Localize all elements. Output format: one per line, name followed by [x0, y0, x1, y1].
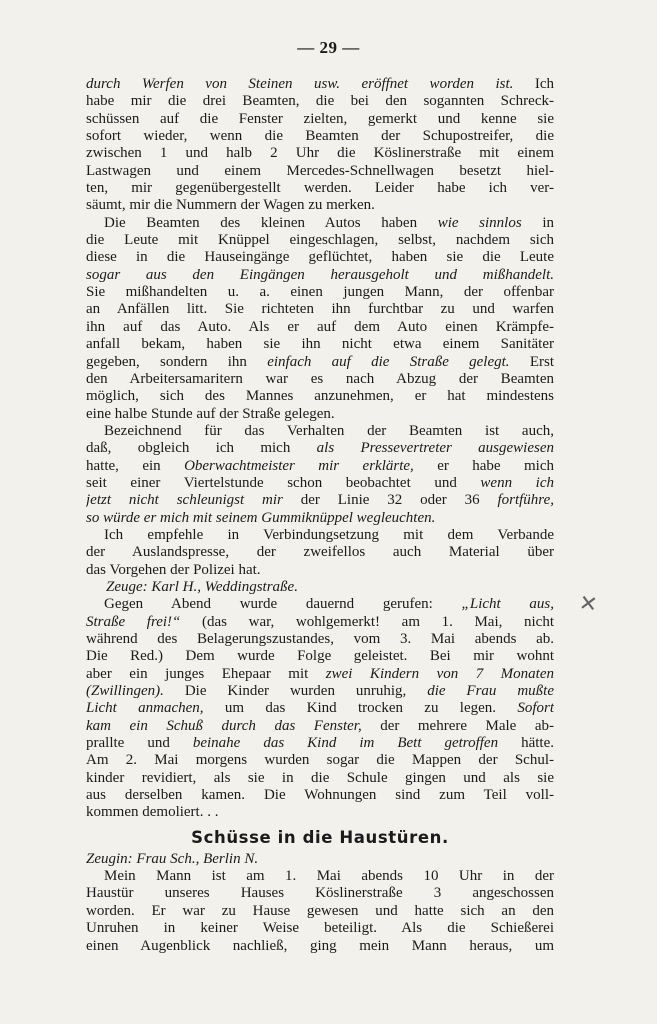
- witness-karl: [86, 579, 554, 596]
- text-line: daß, obgleich ich mich als Pressevertreter ausgewiesen: [86, 440, 554, 457]
- text-line: sogar aus den Eingängen herausgeholt und mißhandelt.: [86, 266, 554, 283]
- text-line: Die Beamten des kleinen Autos haben wie sinnlos in: [104, 214, 554, 231]
- text-line: Ich empfehle in Verbindungsetzung mit dem Verbande: [104, 526, 554, 543]
- text-line: Haustür unseres Hauses Köslinerstraße 3 angeschossen: [86, 885, 554, 902]
- text-line: aus derselben kamen. Die Wohnungen sind zum Teil voll-: [86, 787, 554, 804]
- pencil-cross-mark: ✕: [576, 590, 599, 619]
- text-line: möglich, sich des Mannes anzunehmen, er hat mindestens: [86, 388, 554, 405]
- text-line: aber ein junges Ehepaar mit zwei Kindern von 7 Monaten: [86, 665, 554, 682]
- text-line: kam ein Schuß durch das Fenster, der mehrere Male ab-: [86, 717, 554, 734]
- text-line: die Leute mit Knüppel eingeschlagen, selbst, nachdem sich: [86, 232, 554, 249]
- text-line: Bezeichnend für das Verhalten der Beamten ist auch,: [104, 422, 554, 439]
- text-line: Straße frei!“ (das war, wohlgemerkt! am 1. Mai, nicht: [86, 613, 554, 630]
- text-line: prallte und beinahe das Kind im Bett getroffen hätte.: [86, 735, 554, 752]
- text-line: ihn auf das Auto. Als er auf dem Auto einen Krämpfe-: [86, 318, 554, 335]
- text-line: säumt, mir die Nummern der Wagen zu merken.: [86, 197, 375, 214]
- text-line: Mein Mann ist am 1. Mai abends 10 Uhr in der: [104, 868, 554, 885]
- text-line: anfall bekam, haben sie ihn nicht etwa einem Sanitäter: [86, 336, 554, 353]
- section-heading: Schüsse in die Haustüren.: [191, 827, 449, 847]
- text-line: seit einer Viertelstunde schon beobachtet und wenn ich: [86, 474, 554, 491]
- text-line: gegeben, sondern ihn einfach auf die Straße gelegt. Erst: [86, 353, 554, 370]
- text-line: kinder revidiert, als sie in die Schule gingen und als sie: [86, 769, 554, 786]
- text-line: an Anfällen litt. Sie richteten ihn furchtbar zu und warfen: [86, 301, 554, 318]
- text-line: Gegen Abend wurde dauernd gerufen: „Licht aus,: [104, 596, 554, 613]
- text-line: jetzt nicht schleunigst mir der Linie 32 oder 36 fortführe,: [86, 492, 554, 509]
- text-line: habe mir die drei Beamten, die bei den sogannten Schreck-: [86, 93, 554, 110]
- text-line: einen Augenblick nachließ, ging mein Mann heraus, um: [86, 937, 554, 954]
- text-line: Licht anmachen, um das Kind trocken zu legen. Sofort: [86, 700, 554, 717]
- text-line: diese in die Hauseingänge geflüchtet, haben sie die Leute: [86, 249, 554, 266]
- text-line: Sie mißhandelten u. a. einen jungen Mann, der offenbar: [86, 284, 554, 301]
- text-line: Unruhen in keiner Weise beteiligt. Als die Schießerei: [86, 920, 554, 937]
- text-line: der Auslandspresse, der zweifellos auch Material über: [86, 544, 554, 561]
- text-line-italic: durch Werfen von Steinen usw. eröffnet worden ist.: [86, 76, 514, 92]
- text-line: schüssen auf die Fenster zielten, gemerkt und kenne sie: [86, 110, 554, 127]
- paragraph-3: [86, 423, 554, 527]
- text-line: Die Red.) Dem wurde Folge geleistet. Bei mir wohnt: [86, 648, 554, 665]
- text-line: kommen demoliert. . .: [86, 804, 219, 821]
- text-line: worden. Er war zu Hause gewesen und hatte sich an den: [86, 902, 554, 919]
- text-line: hatte, ein Oberwachtmeister mir erklärte, er habe mich: [86, 457, 554, 474]
- text-line: den Arbeitersamaritern war es nach Abzug der Beamten: [86, 370, 554, 387]
- page-number: — 29 —: [297, 38, 360, 57]
- text-line: zwischen 1 und halb 2 Uhr die Köslinerstraße mit einem: [86, 145, 554, 162]
- paragraph-1: [86, 76, 554, 215]
- text-line: während des Belagerungszustandes, vom 3. Mai abends ab.: [86, 631, 554, 647]
- text-line: Am 2. Mai morgens wurden sogar die Mappen der Schul-: [86, 752, 554, 769]
- text-line: so würde er mich mit seinem Gummiknüppel wegleuchten.: [86, 509, 436, 526]
- paragraph-4: [86, 527, 554, 579]
- text-line: Lastwagen und einem Mercedes-Schnellwagen besetzt hiel-: [86, 162, 554, 179]
- text-line: ten, mir gegenübergestellt werden. Leider habe ich ver-: [86, 180, 554, 197]
- witness-frau-sch: [86, 851, 554, 868]
- text-line: durch Werfen von Steinen usw. eröffnet worden ist. Ich: [86, 76, 554, 92]
- witness-label: Zeuge: Karl H., Weddingstraße.: [106, 578, 298, 595]
- paragraph-6: [86, 868, 554, 955]
- text-line: (Zwillingen). Die Kinder wurden unruhig, die Frau mußte: [86, 683, 554, 700]
- text-line: sofort wieder, wenn die Beamten der Schupostreifer, die: [86, 128, 554, 145]
- page-body: [86, 76, 554, 955]
- text-line: eine halbe Stunde auf der Straße gelegen.: [86, 405, 335, 422]
- witness-label: Zeugin: Frau Sch., Berlin N.: [86, 850, 259, 867]
- paragraph-2: [86, 215, 554, 423]
- text-line: das Vorgehen der Polizei hat.: [86, 561, 261, 578]
- paragraph-5: [86, 596, 554, 821]
